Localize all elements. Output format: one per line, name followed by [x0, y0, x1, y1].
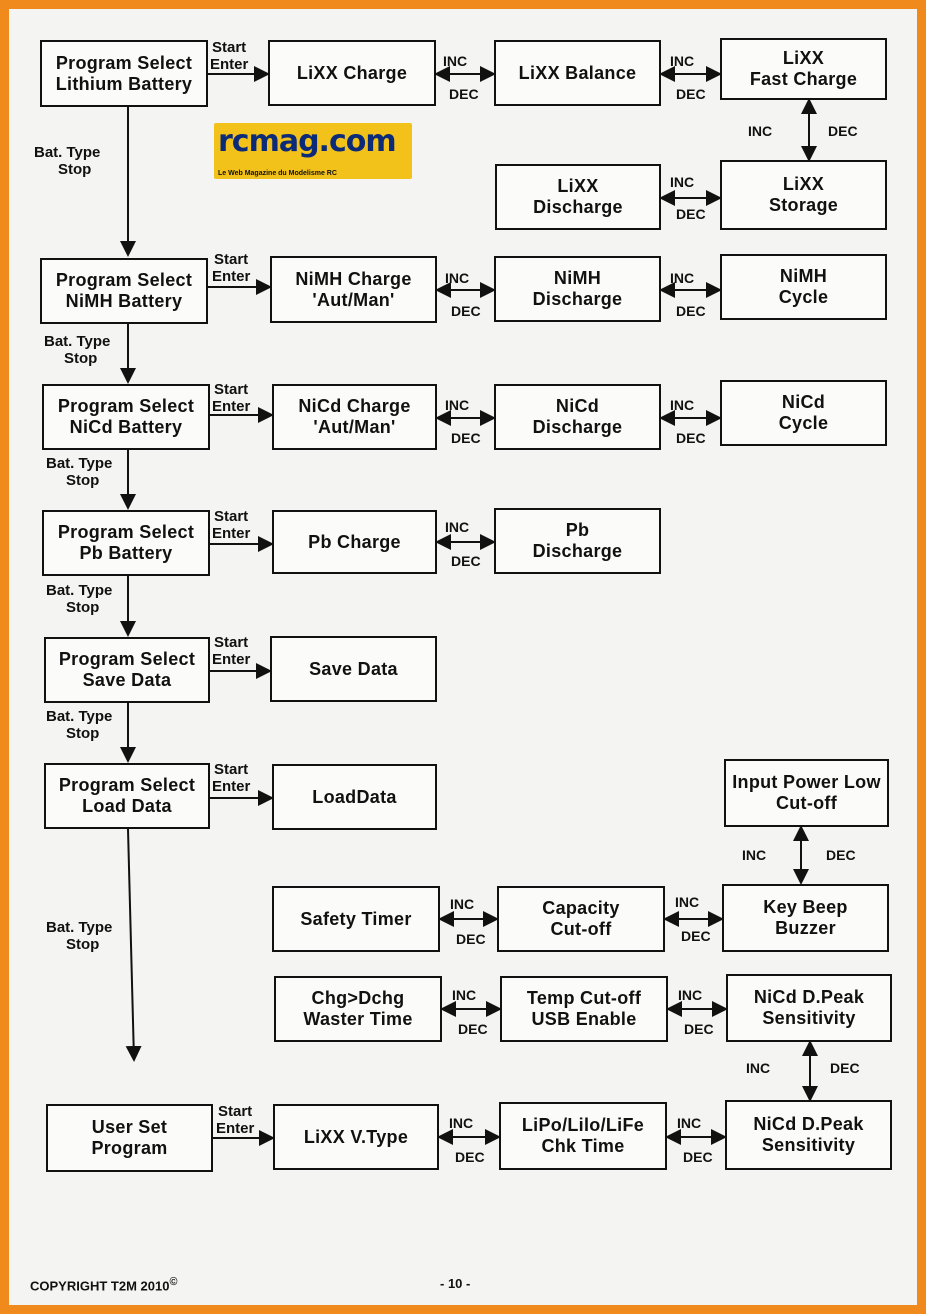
dec-label: DEC: [681, 928, 711, 944]
dec-label: DEC: [458, 1021, 488, 1037]
inc-label: INC: [748, 123, 773, 139]
bat-type-label: Bat. Type: [34, 144, 101, 161]
inc-label: INC: [450, 896, 475, 912]
inc-label: INC: [746, 1060, 771, 1076]
box-safety-timer: Safety Timer: [272, 886, 440, 952]
inc-label: INC: [449, 1115, 474, 1131]
dec-label: DEC: [449, 86, 479, 102]
box-capacity-cutoff: Capacity Cut-off: [497, 886, 665, 952]
box-nicd-dpeak-sensitivity-2: NiCd D.Peak Sensitivity: [725, 1100, 892, 1170]
box-nimh-charge: NiMH Charge 'Aut/Man': [270, 256, 437, 323]
box-program-select-save: Program Select Save Data: [44, 637, 210, 703]
dec-label: DEC: [684, 1021, 714, 1037]
inc-label: INC: [742, 847, 767, 863]
dec-label: DEC: [451, 303, 481, 319]
enter-label: Enter: [216, 1120, 255, 1137]
box-key-beep-buzzer: Key Beep Buzzer: [722, 884, 889, 952]
dec-label: DEC: [683, 1149, 713, 1165]
box-lixx-discharge: LiXX Discharge: [495, 164, 661, 230]
inc-label: INC: [443, 53, 468, 69]
dec-label: DEC: [676, 303, 706, 319]
dec-label: DEC: [826, 847, 856, 863]
logo-text: rcmag.com: [218, 124, 396, 159]
enter-label: Enter: [212, 778, 251, 795]
stop-label: Stop: [66, 599, 100, 616]
box-input-power-low-cutoff: Input Power Low Cut-off: [724, 759, 889, 827]
box-program-select-lithium: Program Select Lithium Battery: [40, 40, 208, 107]
inc-label: INC: [677, 1115, 702, 1131]
start-label: Start: [214, 251, 249, 268]
box-lixx-vtype: LiXX V.Type: [273, 1104, 439, 1170]
box-load-data: LoadData: [272, 764, 437, 830]
inc-label: INC: [445, 397, 470, 413]
start-label: Start: [214, 381, 249, 398]
dec-label: DEC: [451, 430, 481, 446]
inc-label: INC: [670, 397, 695, 413]
start-label: Start: [214, 634, 249, 651]
box-pb-discharge: Pb Discharge: [494, 508, 661, 574]
box-lixx-charge: LiXX Charge: [268, 40, 436, 106]
enter-label: Enter: [212, 651, 251, 668]
dec-label: DEC: [456, 931, 486, 947]
box-lixx-fast-charge: LiXX Fast Charge: [720, 38, 887, 100]
page-number: - 10 -: [440, 1276, 471, 1291]
bat-type-label: Bat. Type: [46, 455, 113, 472]
box-nicd-cycle: NiCd Cycle: [720, 380, 887, 446]
box-nicd-dpeak-sensitivity-1: NiCd D.Peak Sensitivity: [726, 974, 892, 1042]
start-label: Start: [212, 39, 247, 56]
box-nimh-cycle: NiMH Cycle: [720, 254, 887, 320]
box-program-select-nicd: Program Select NiCd Battery: [42, 384, 210, 450]
inc-label: INC: [452, 987, 477, 1003]
copyright-text: COPYRIGHT T2M 2010: [30, 1278, 170, 1294]
stop-label: Stop: [64, 350, 98, 367]
stop-label: Stop: [58, 161, 92, 178]
inc-label: INC: [670, 270, 695, 286]
box-chg-dchg-waster-time: Chg>Dchg Waster Time: [274, 976, 442, 1042]
dec-label: DEC: [451, 553, 481, 569]
bat-type-label: Bat. Type: [44, 333, 111, 350]
rcmag-logo: [214, 123, 412, 179]
box-nicd-charge: NiCd Charge 'Aut/Man': [272, 384, 437, 450]
box-nimh-discharge: NiMH Discharge: [494, 256, 661, 322]
inc-label: INC: [678, 987, 703, 1003]
enter-label: Enter: [212, 398, 251, 415]
copyright-notice: [30, 1276, 177, 1293]
box-lixx-balance: LiXX Balance: [494, 40, 661, 106]
box-user-set-program: User Set Program: [46, 1104, 213, 1172]
stop-label: Stop: [66, 936, 100, 953]
bat-type-label: Bat. Type: [46, 919, 113, 936]
bat-type-label: Bat. Type: [46, 582, 113, 599]
bat-type-label: Bat. Type: [46, 708, 113, 725]
enter-label: Enter: [212, 268, 251, 285]
inc-label: INC: [675, 894, 700, 910]
stop-label: Stop: [66, 472, 100, 489]
inc-label: INC: [670, 53, 695, 69]
copyright-mark: ©: [169, 1276, 178, 1288]
logo-tagline: Le Web Magazine du Modelisme RC: [218, 170, 337, 177]
start-label: Start: [214, 761, 249, 778]
inc-label: INC: [670, 174, 695, 190]
box-nicd-discharge: NiCd Discharge: [494, 384, 661, 450]
enter-label: Enter: [212, 525, 251, 542]
dec-label: DEC: [676, 86, 706, 102]
box-program-select-load: Program Select Load Data: [44, 763, 210, 829]
dec-label: DEC: [455, 1149, 485, 1165]
box-temp-cutoff-usb: Temp Cut-off USB Enable: [500, 976, 668, 1042]
enter-label: Enter: [210, 56, 249, 73]
box-lixx-storage: LiXX Storage: [720, 160, 887, 230]
box-pb-charge: Pb Charge: [272, 510, 437, 574]
box-lipo-chk-time: LiPo/Lilo/LiFe Chk Time: [499, 1102, 667, 1170]
dec-label: DEC: [676, 430, 706, 446]
start-label: Start: [214, 508, 249, 525]
dec-label: DEC: [828, 123, 858, 139]
dec-label: DEC: [830, 1060, 860, 1076]
box-program-select-nimh: Program Select NiMH Battery: [40, 258, 208, 324]
stop-label: Stop: [66, 725, 100, 742]
dec-label: DEC: [676, 206, 706, 222]
box-program-select-pb: Program Select Pb Battery: [42, 510, 210, 576]
inc-label: INC: [445, 519, 470, 535]
inc-label: INC: [445, 270, 470, 286]
box-save-data: Save Data: [270, 636, 437, 702]
start-label: Start: [218, 1103, 253, 1120]
